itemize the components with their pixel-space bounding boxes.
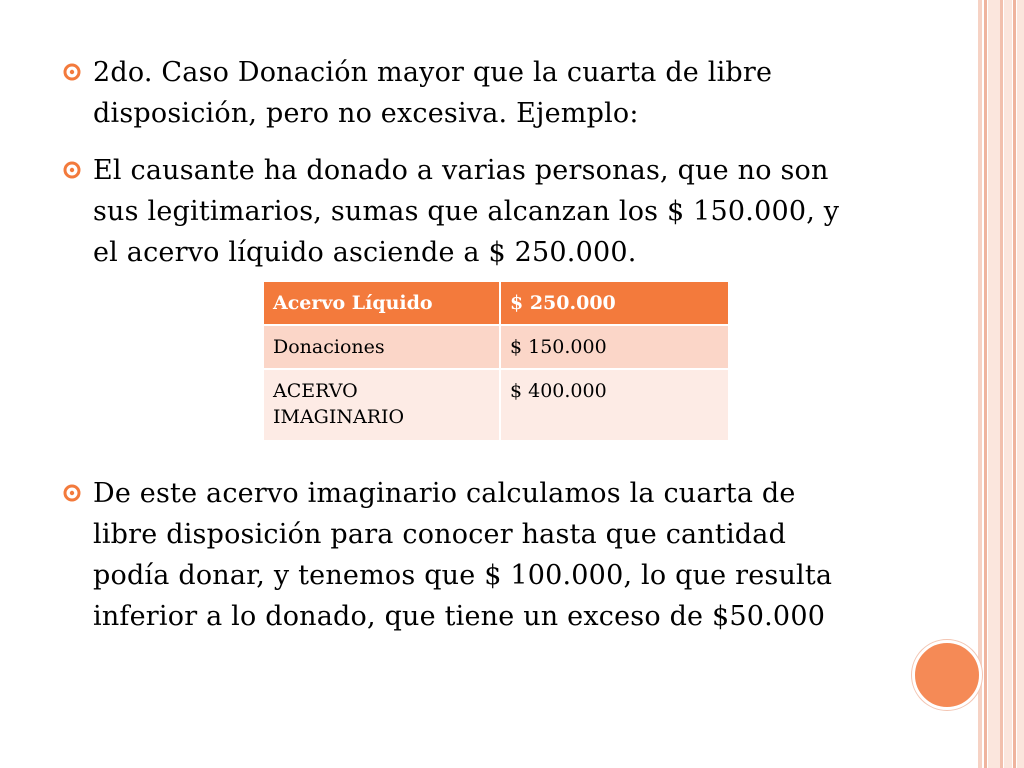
table-row xyxy=(263,325,729,369)
bullet-item xyxy=(63,52,863,134)
stripe xyxy=(1013,0,1016,768)
table-row xyxy=(263,369,729,441)
stripe xyxy=(1017,0,1024,768)
bullet-text: El causante ha donado a varias personas, que no son sus legitimarios, sumas que alcanzan los $ 150.000, y el acervo líquido asciende a $ 250.000. xyxy=(93,155,840,268)
orange-circle-decoration xyxy=(912,640,982,710)
bullet-icon xyxy=(63,484,81,502)
table-cell: Donaciones xyxy=(263,325,500,369)
table-header-cell: $ 250.000 xyxy=(500,281,729,325)
bullet-icon xyxy=(63,161,81,179)
stripe xyxy=(984,0,987,768)
table-cell: ACERVO IMAGINARIO xyxy=(263,369,500,441)
bullet-text: De este acervo imaginario calculamos la cuarta de libre disposición para conocer hasta que cantidad podía donar, y tenemos que $ 100.000, lo que resulta inferior a lo donado, que tiene un exceso de $50.000 xyxy=(93,478,833,632)
table-cell: $ 400.000 xyxy=(500,369,729,441)
stripe xyxy=(988,0,1000,768)
table-header-cell: Acervo Líquido xyxy=(263,281,500,325)
acervo-table xyxy=(262,280,730,442)
bullet-text: 2do. Caso Donación mayor que la cuarta de libre disposición, pero no excesiva. Ejemplo: xyxy=(93,57,773,129)
stripe xyxy=(978,0,982,768)
bullet-item xyxy=(63,473,863,637)
bullet-icon xyxy=(63,63,81,81)
bullet-item xyxy=(63,150,863,273)
table-header-row xyxy=(263,281,729,325)
table-cell: $ 150.000 xyxy=(500,325,729,369)
stripe xyxy=(1004,0,1012,768)
stripe xyxy=(1000,0,1003,768)
